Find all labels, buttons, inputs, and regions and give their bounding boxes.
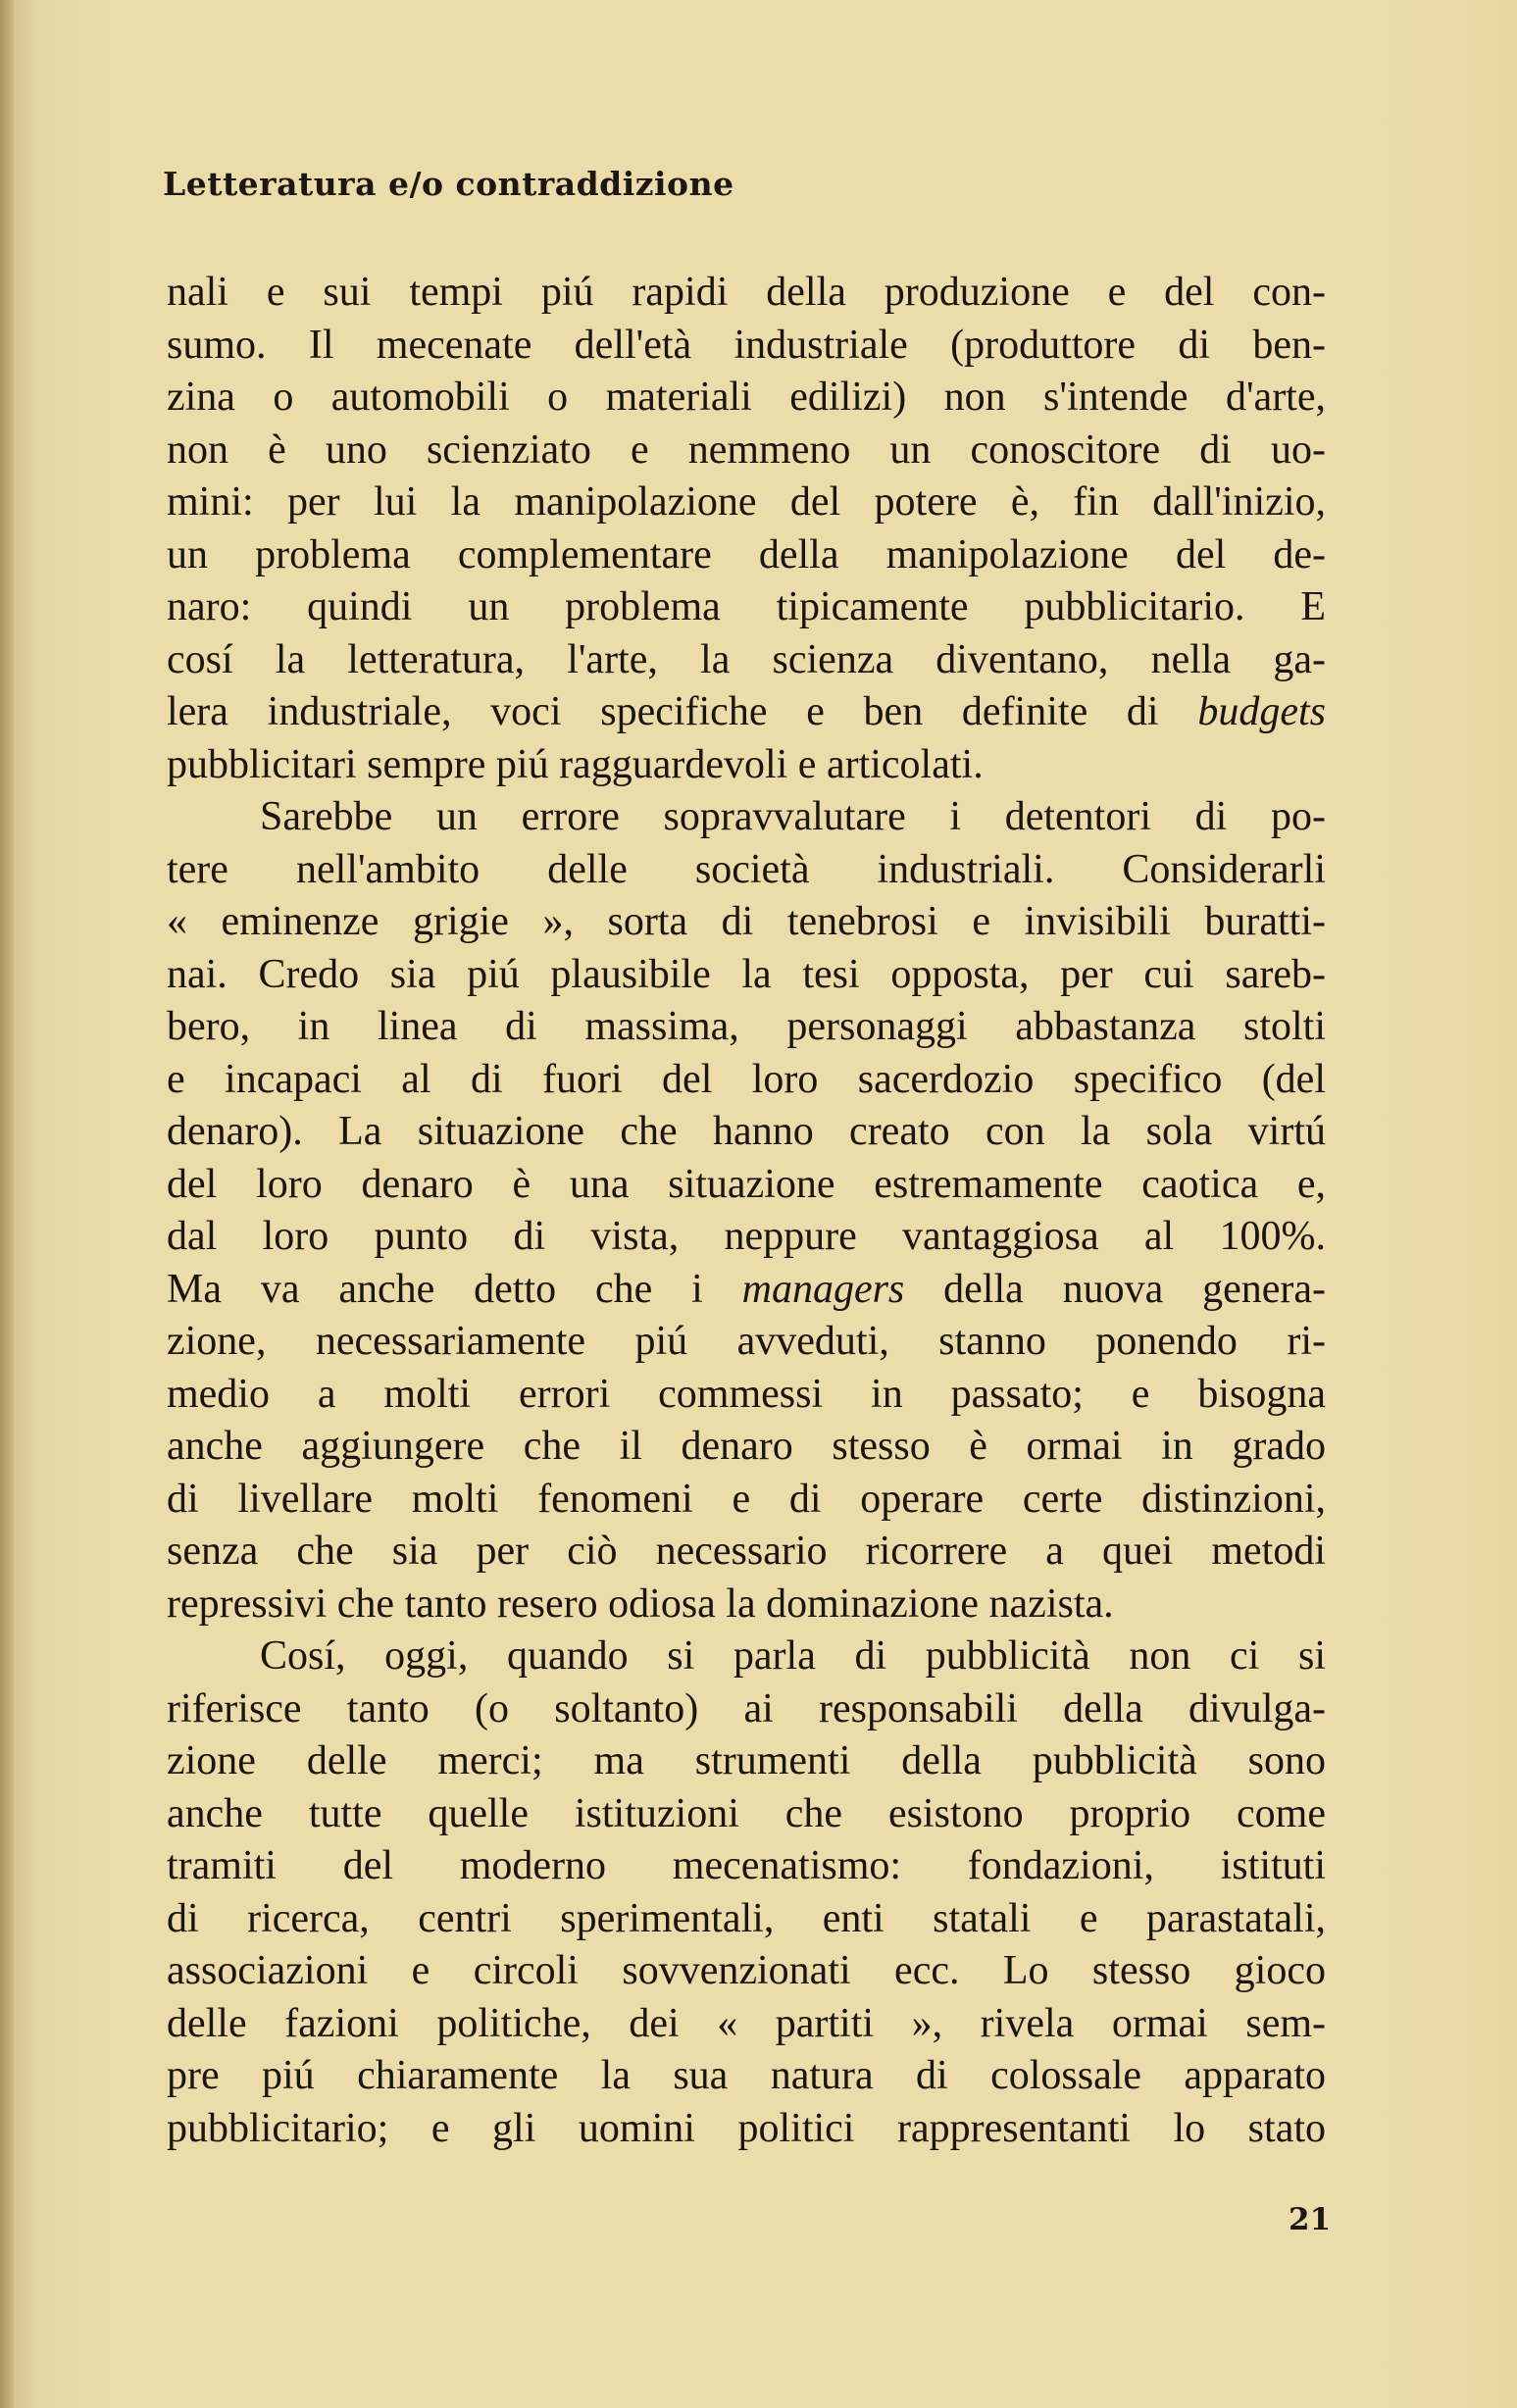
text-line: tramiti del moderno mecenatismo: fondazioni, istituti [167, 1843, 1326, 1888]
text-line: « eminenze grigie », sorta di tenebrosi e invisibili buratti- [167, 899, 1326, 944]
text-line: associazioni e circoli sovvenzionati ecc. Lo stesso gioco [167, 1948, 1326, 1993]
text-line: zina o automobili o materiali edilizi) non s'intende d'arte, [167, 375, 1326, 420]
italic-term: budgets [1197, 689, 1326, 734]
text-line: cosí la letteratura, l'arte, la scienza diventano, nella ga- [167, 636, 1326, 682]
text-line: tere nell'ambito delle società industriali. Considerarli [167, 846, 1326, 892]
italic-term: managers [741, 1266, 905, 1312]
text-line [167, 686, 1326, 739]
text-line: repressivi che tanto resero odiosa la dominazione nazista. [167, 1580, 1114, 1627]
text-line: denaro). La situazione che hanno creato con la sola virtú [167, 1109, 1326, 1154]
text-line: riferisce tanto (o soltanto) ai responsabili della divulga- [167, 1685, 1326, 1731]
text-line: medio a molti errori commessi in passato; e bisogna [167, 1371, 1326, 1417]
text-line: delle fazioni politiche, dei « partiti », rivela ormai sem- [167, 2000, 1326, 2046]
text-line: di livellare molti fenomeni e di operare certe distinzioni, [167, 1476, 1326, 1522]
text-run: lera industriale, voci specifiche e ben definite di [167, 689, 1198, 734]
text-line: nai. Credo sia piú plausibile la tesi opposta, per cui sareb- [167, 951, 1326, 997]
page-number: 21 [1289, 2202, 1332, 2237]
text-run: Ma va anche detto che i [167, 1266, 742, 1312]
text-line: senza che sia per ciò necessario ricorrere a quei metodi [167, 1529, 1326, 1574]
text-line: sumo. Il mecenate dell'età industriale (produttore di ben- [167, 322, 1326, 368]
text-line: Cosí, oggi, quando si parla di pubblicità non ci si [260, 1633, 1326, 1679]
text-line: del loro denaro è una situazione estremamente caotica e, [167, 1161, 1326, 1207]
text-run: della nuova genera- [904, 1266, 1326, 1312]
page-binding-edge [0, 0, 14, 2408]
text-line: pubblicitario; e gli uomini politici rappresentanti lo stato [167, 2105, 1326, 2151]
text-line: nali e sui tempi piú rapidi della produzione e del con- [167, 270, 1326, 315]
text-line: zione delle merci; ma strumenti della pubblicità sono [167, 1738, 1326, 1783]
text-line: dal loro punto di vista, neppure vantaggiosa al 100%. [167, 1214, 1326, 1259]
running-head: Letteratura e/o contraddizione [163, 165, 734, 203]
text-line: anche tutte quelle istituzioni che esistono proprio come [167, 1790, 1326, 1836]
text-line: di ricerca, centri sperimentali, enti statali e parastatali, [167, 1895, 1326, 1941]
text-line: pre piú chiaramente la sua natura di colossale apparato [167, 2053, 1326, 2098]
text-line: non è uno scienziato e nemmeno un conoscitore di uo- [167, 426, 1326, 473]
text-line: pubblicitari sempre piú ragguardevoli e articolati. [167, 741, 984, 787]
text-line: zione, necessariamente piú avveduti, stanno ponendo ri- [167, 1319, 1326, 1364]
text-line: mini: per lui la manipolazione del potere è, fin dall'inizio, [167, 479, 1326, 525]
text-line [167, 1264, 1326, 1317]
body-text [167, 267, 1326, 2155]
text-line: Sarebbe un errore sopravvalutare i detentori di po- [260, 794, 1326, 839]
text-line: e incapaci al di fuori del loro sacerdozio specifico (del [167, 1056, 1326, 1102]
text-line: un problema complementare della manipolazione del de- [167, 531, 1326, 577]
text-line: bero, in linea di massima, personaggi abbastanza stolti [167, 1004, 1326, 1049]
text-line: naro: quindi un problema tipicamente pubblicitario. E [167, 584, 1326, 629]
text-line: anche aggiungere che il denaro stesso è ormai in grado [167, 1424, 1326, 1469]
